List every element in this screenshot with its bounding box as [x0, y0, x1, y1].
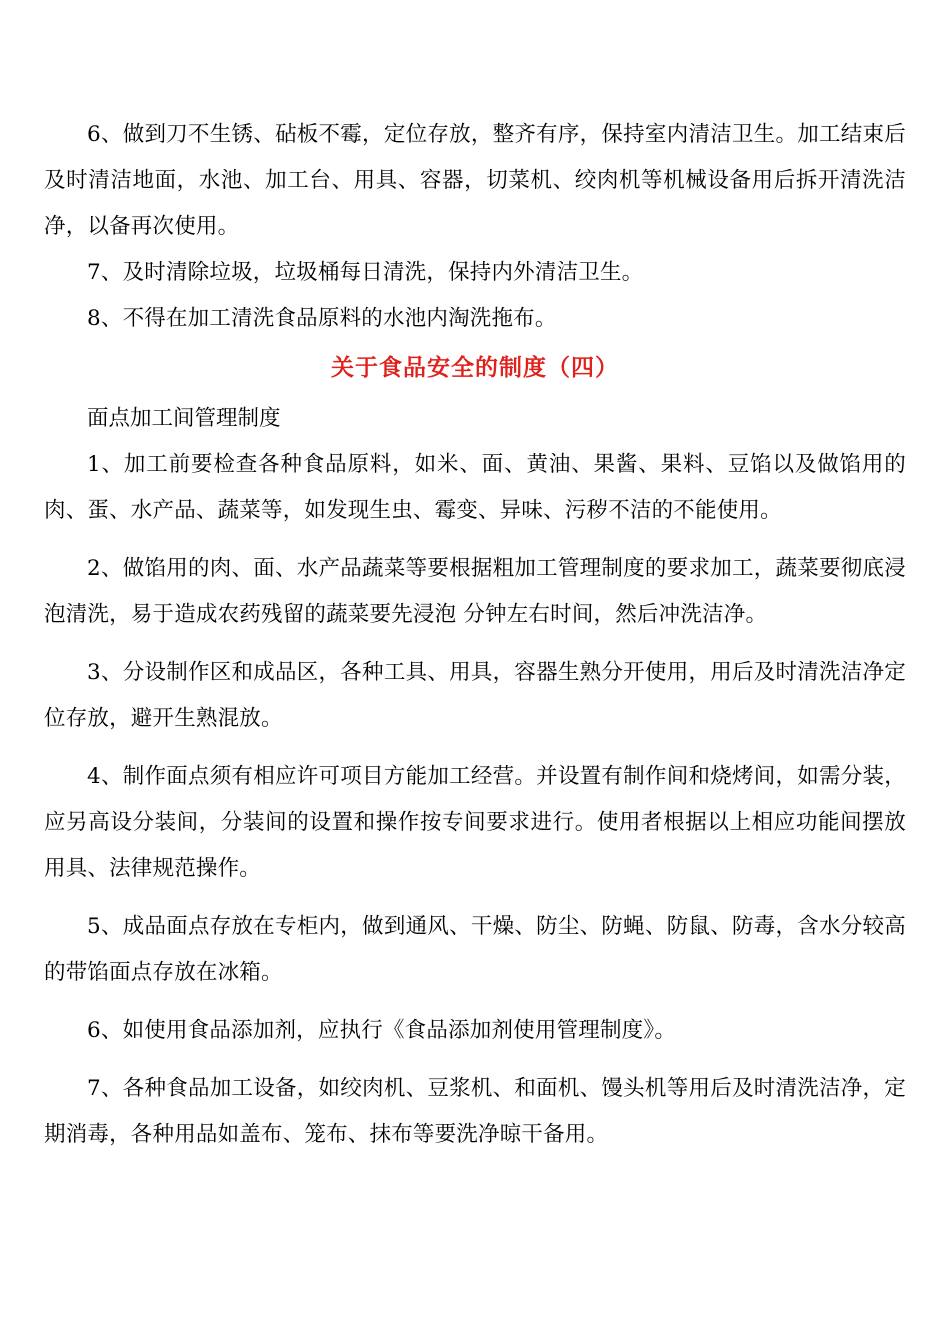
rule-item-3: 3、分设制作区和成品区，各种工具、用具，容器生熟分开使用，用后及时清洗洁净定位存放，避开生熟混放。 [44, 660, 906, 731]
rule-item-4: 4、制作面点须有相应许可项目方能加工经营。并设置有制作间和烧烤间，如需分装，应另高设分装间，分装间的设置和操作按专间要求进行。使用者根据以上相应功能间摆放用具、法律规范操作。 [44, 764, 906, 881]
rule-item-6: 6、如使用食品添加剂，应执行《食品添加剂使用管理制度》。 [87, 1018, 677, 1043]
section-title: 关于食品安全的制度（四） [331, 354, 619, 381]
rule-item-2: 2、做馅用的肉、面、水产品蔬菜等要根据粗加工管理制度的要求加工，蔬菜要彻底浸泡清洗，易于造成农药残留的蔬菜要先浸泡 分钟左右时间，然后冲洗洁净。 [44, 556, 906, 627]
paragraph-item-6: 6、做到刀不生锈、砧板不霉，定位存放，整齐有序，保持室内清洁卫生。加工结束后及时清洁地面，水池、加工台、用具、容器，切菜机、绞肉机等机械设备用后拆开清洗洁净，以备再次使用。 [44, 122, 906, 239]
subheading: 面点加工间管理制度 [87, 406, 281, 431]
rule-item-7: 7、各种食品加工设备，如绞肉机、豆浆机、和面机、馒头机等用后及时清洗洁净，定期消毒，各种用品如盖布、笼布、抹布等要洗净晾干备用。 [44, 1076, 906, 1147]
document-page [44, 112, 906, 1158]
paragraph-item-7: 7、及时清除垃圾，垃圾桶每日清洗，保持内外清洁卫生。 [87, 260, 644, 285]
rule-item-5: 5、成品面点存放在专柜内，做到通风、干燥、防尘、防蝇、防鼠、防毒，含水分较高的带馅面点存放在冰箱。 [44, 914, 906, 985]
rule-item-1: 1、加工前要检查各种食品原料，如米、面、黄油、果酱、果料、豆馅以及做馅用的肉、蛋、水产品、蔬菜等，如发现生虫、霉变、异味、污秽不洁的不能使用。 [44, 452, 906, 523]
paragraph-item-8: 8、不得在加工清洗食品原料的水池内淘洗拖布。 [87, 306, 557, 331]
